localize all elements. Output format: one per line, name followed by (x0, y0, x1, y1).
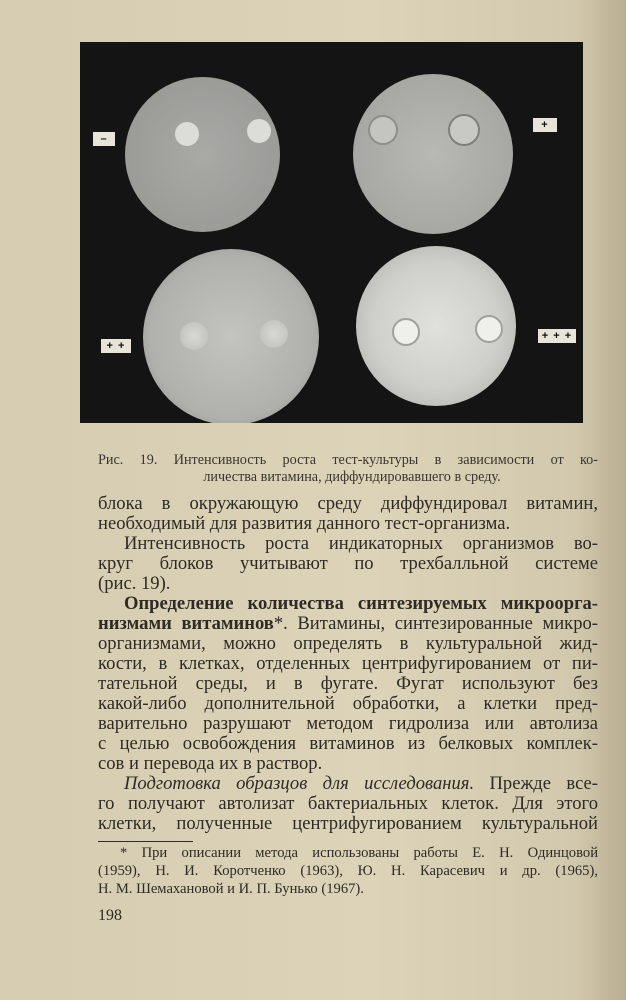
block-disc (448, 114, 480, 146)
bold-heading: Определение количества синтезируемых микроорга- (124, 593, 598, 614)
text-line (98, 514, 598, 534)
text-line (98, 862, 598, 880)
text-run: *. Витамины, синтезированные микро- (273, 613, 598, 634)
text-run: сов и перевода их в раствор. (98, 753, 323, 774)
text-run: какой-либо дополнительной обработки, а клетки пред- (98, 693, 598, 714)
text-run: клетки, полученные центрифугированием культуральной (98, 813, 598, 834)
body-text (98, 494, 598, 834)
text-run: (рис. 19). (98, 573, 171, 594)
footnote-rule (98, 841, 193, 842)
label-minus: – (93, 132, 115, 146)
text-line (98, 574, 598, 594)
petri-dish-minus (125, 77, 280, 232)
text-line (98, 554, 598, 574)
block-disc (392, 318, 420, 346)
figure-photo-petri-dishes (80, 42, 583, 423)
text-line (98, 734, 598, 754)
text-line (98, 880, 598, 898)
text-line (98, 614, 598, 634)
footnote (98, 844, 598, 898)
petri-dish-plus (353, 74, 513, 234)
italic-heading: Подготовка образцов для исследования. (124, 773, 475, 794)
text-line (98, 774, 598, 794)
page-number: 198 (98, 907, 122, 924)
text-run: го получают автолизат бактериальных клеток. Для этого (98, 793, 598, 814)
text-run: необходимый для развития данного тест-организма. (98, 513, 511, 534)
block-disc (175, 122, 199, 146)
text-run: организмами, можно определять в культуральной жид- (98, 633, 598, 654)
label-plus-plus: + + (101, 339, 131, 353)
text-line (98, 714, 598, 734)
block-disc (180, 322, 208, 350)
caption-line: Рис. 19. Интенсивность роста тест-культуры в зависимости от ко- (98, 452, 598, 468)
text-run: (1959), Н. И. Коротченко (1963), Ю. Н. Карасевич и др. (1965), (98, 863, 598, 879)
text-run: с целью освобождения витаминов из белковых комплек- (98, 733, 598, 754)
text-run: варительно разрушают методом гидролиза или автолиза (98, 713, 598, 734)
text-line (98, 814, 598, 834)
block-disc (247, 119, 271, 143)
label-plus: + (533, 118, 557, 132)
text-run: * При описании метода использованы работы Е. Н. Одинцовой (120, 845, 598, 861)
text-line (98, 634, 598, 654)
block-disc (260, 320, 288, 348)
label-plus-plus-plus: + + + (538, 329, 576, 343)
text-run: тательной среды, и в фугате. Фугат используют без (98, 673, 598, 694)
bold-heading: низмами витаминов (98, 613, 274, 634)
text-line (98, 534, 598, 554)
block-disc (475, 315, 503, 343)
text-line (98, 694, 598, 714)
figure-caption (98, 452, 598, 486)
caption-line: личества витамина, диффундировавшего в среду. (203, 469, 501, 485)
text-run: Интенсивность роста индикаторных организмов во- (124, 533, 598, 554)
text-line (98, 594, 598, 614)
petri-dish-plus-plus (143, 249, 319, 423)
block-disc (368, 115, 398, 145)
text-line (98, 494, 598, 514)
text-line (98, 844, 598, 862)
text-line (98, 654, 598, 674)
text-line (98, 794, 598, 814)
text-line (98, 674, 598, 694)
text-run: блока в окружающую среду диффундировал витамин, (98, 493, 598, 514)
text-run: Прежде все- (474, 773, 598, 794)
text-run: Н. М. Шемахановой и И. П. Бунько (1967). (98, 881, 364, 897)
text-run: круг блоков учитывают по трехбалльной системе (98, 553, 598, 574)
text-run: кости, в клетках, отделенных центрифугированием от пи- (98, 653, 598, 674)
text-line (98, 754, 598, 774)
